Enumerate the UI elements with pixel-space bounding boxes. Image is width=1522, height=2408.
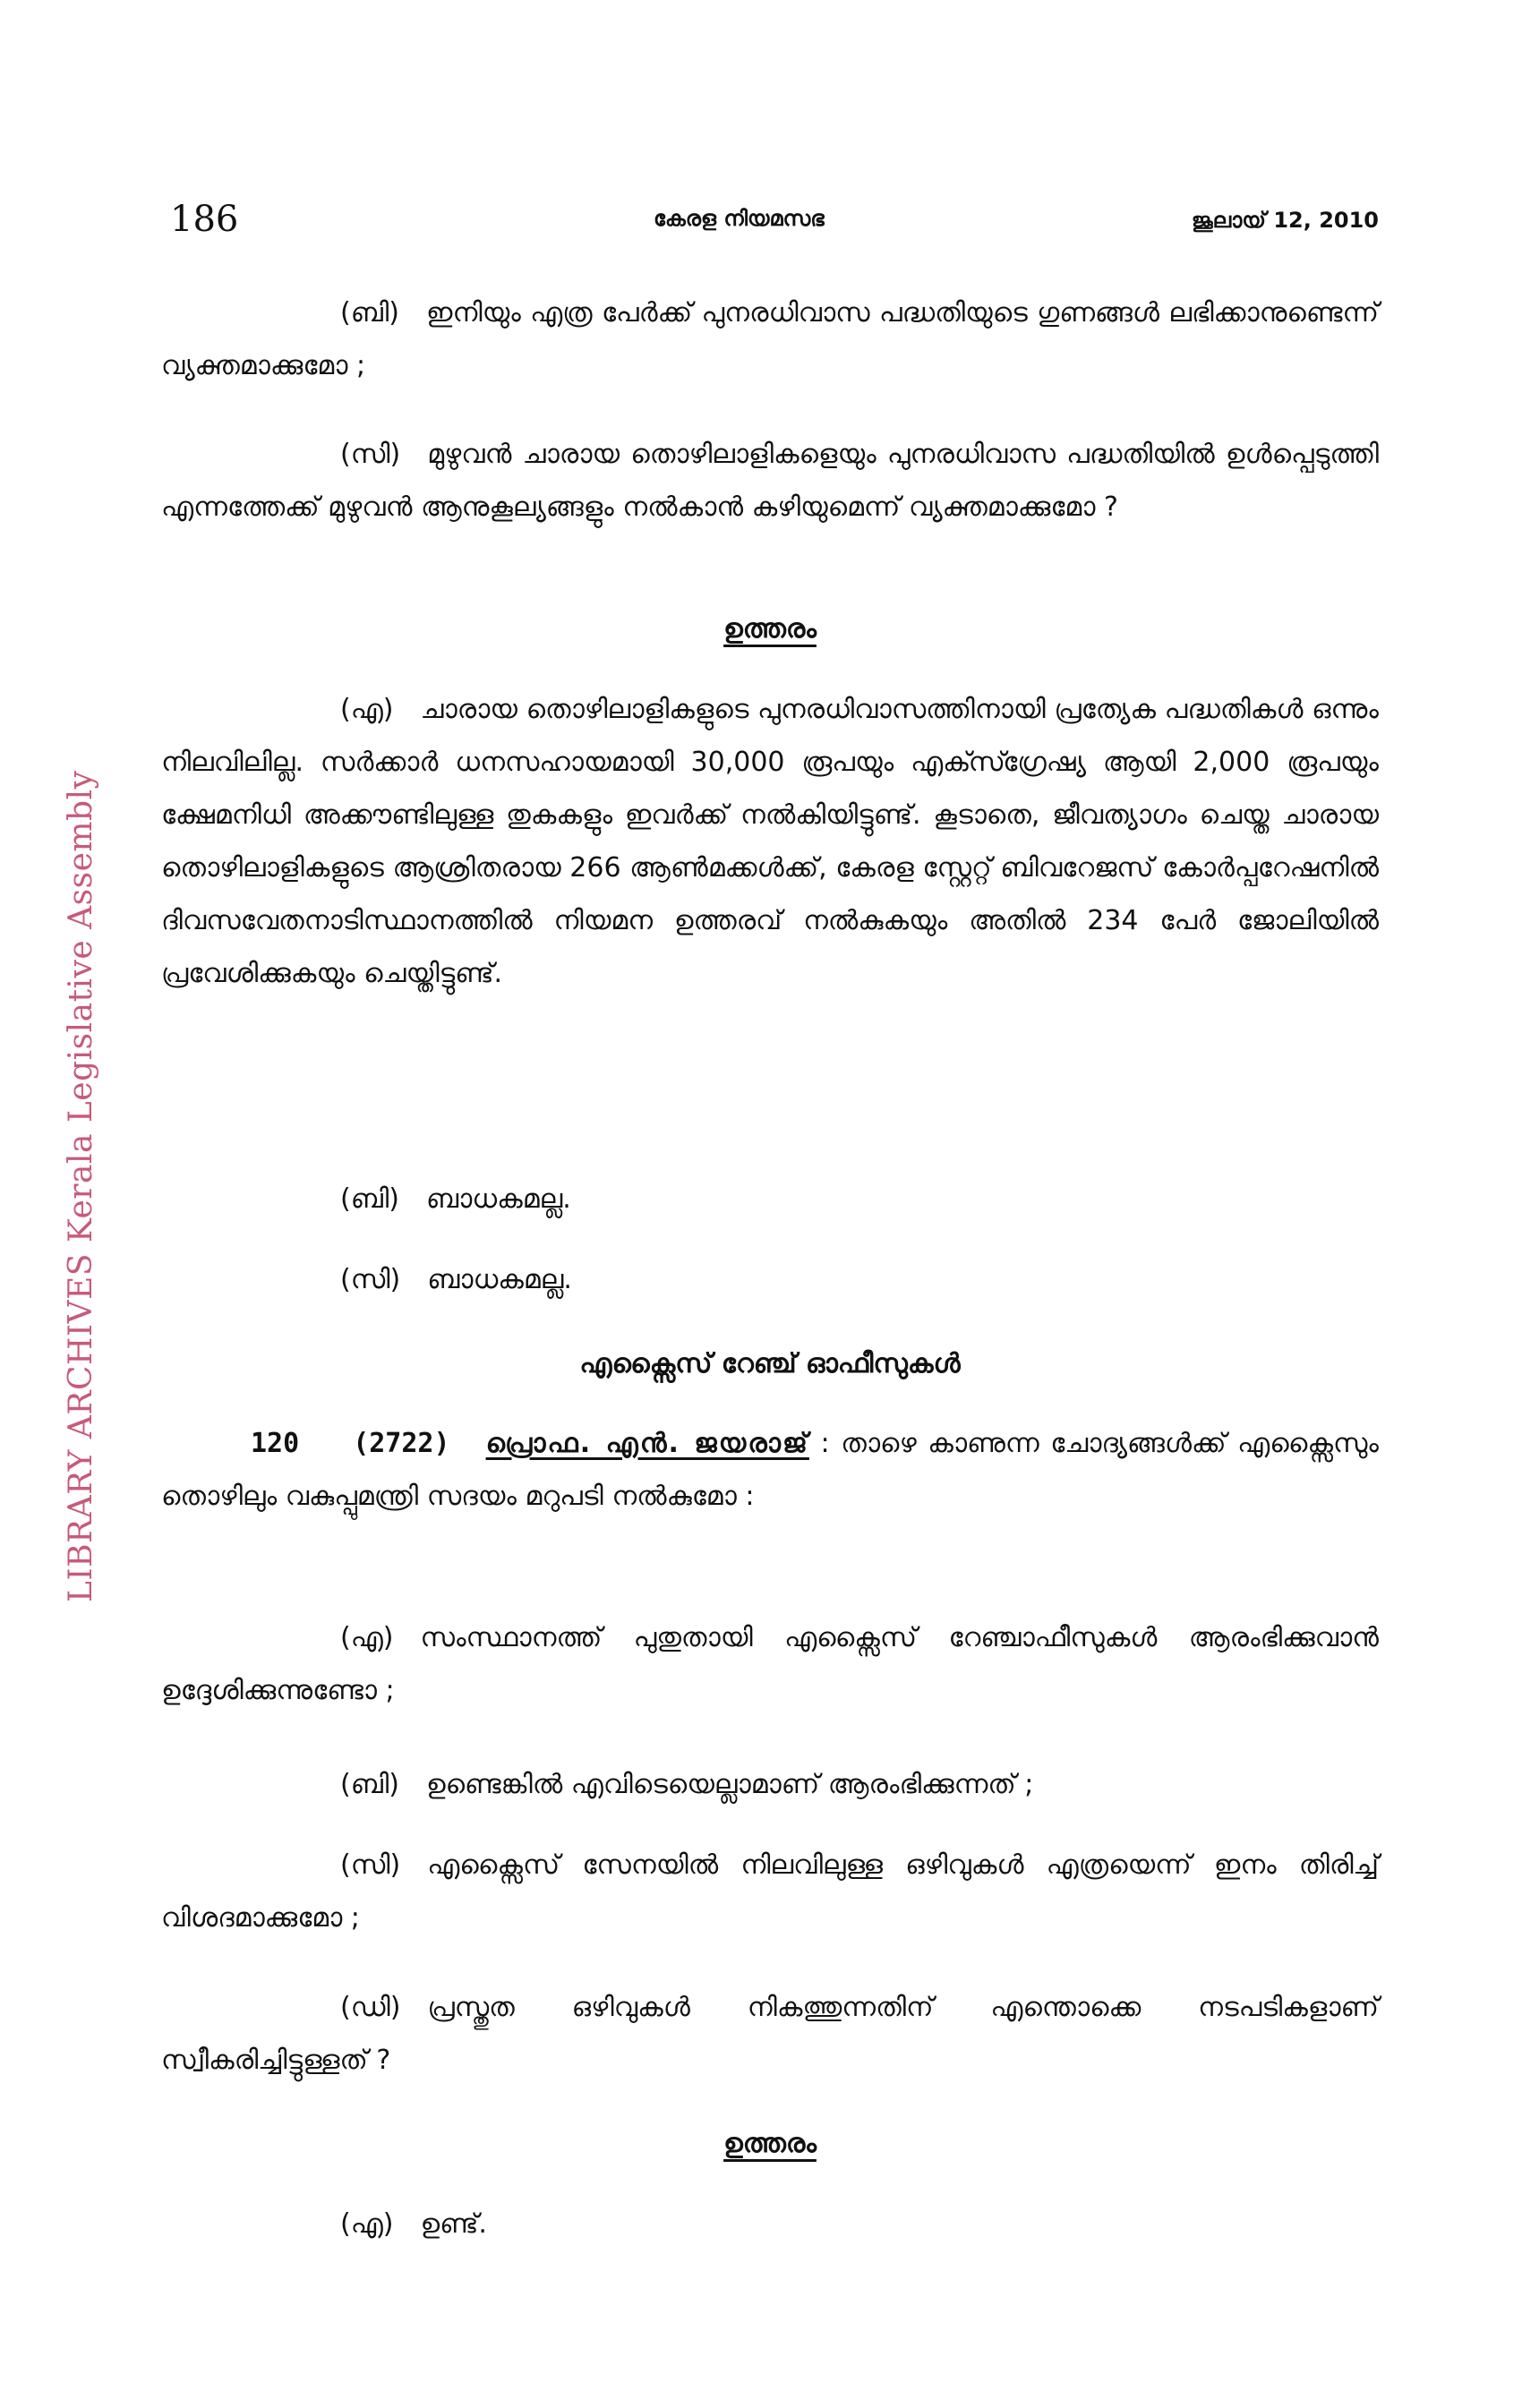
item-text: ഇനിയും എത്ര പേർക്ക് പുനരധിവാസ പദ്ധതിയുടെ ഗുണങ്ങൾ ലഭിക്കാനുണ്ടെന്ന് വ്യക്തമാക്കുമോ ; [161, 297, 1379, 381]
item-label: (ഡി) [340, 1992, 401, 2023]
question-intro: : താഴെ കാണുന്ന ചോദ്യങ്ങൾക്ക് എക്സൈസും തൊഴിലും വകുപ്പുമന്ത്രി സദയം മറുപടി നൽകുമോ : [161, 1428, 1380, 1512]
answer-heading-2: ഉത്തരം [723, 2128, 817, 2159]
question-120-part-c [161, 1839, 1379, 1944]
question-120-part-d [161, 1981, 1379, 2087]
item-text: സംസ്ഥാനത്ത് പുതുതായി എക്സൈസ് റേഞ്ചാഫീസുകൾ ആരംഭിക്കുവാൻ ഉദ്ദേശിക്കുന്നുണ്ടോ ; [161, 1622, 1379, 1706]
section-title: എക്സൈസ് റേഞ്ച് ഓഫീസുകൾ [579, 1348, 961, 1379]
item-label: (സി) [340, 1849, 401, 1881]
member-name: പ്രൊഫ. എൻ. ജയരാജ് [485, 1428, 809, 1459]
page-header [170, 199, 1379, 243]
item-label: (എ) [340, 694, 394, 725]
item-label: (ബി) [340, 1769, 400, 1800]
item-text: ബാധകമല്ല. [426, 1183, 571, 1215]
item-label: (ബി) [340, 1183, 400, 1215]
item-label: (ബി) [340, 297, 400, 329]
item-text: ഉണ്ട്. [420, 2208, 487, 2240]
archive-watermark: LIBRARY ARCHIVES Kerala Legislative Assembly [63, 770, 99, 1602]
item-label: (എ) [340, 1622, 394, 1653]
question-part-b [161, 286, 1379, 392]
question-120 [161, 1417, 1379, 1523]
item-label: (എ) [340, 2208, 394, 2240]
answer-part-a [161, 683, 1379, 1000]
answer-part-b [161, 1173, 1379, 1225]
question-120-part-b [161, 1758, 1379, 1811]
question-code: (2722) [353, 1428, 450, 1459]
header-title: കേരള നിയമസഭ [654, 206, 825, 231]
question-number: 120 [251, 1428, 300, 1459]
item-label: (സി) [340, 1264, 401, 1295]
answer2-part-a [161, 2198, 1379, 2250]
question-part-c [161, 428, 1379, 534]
answer-heading: ഉത്തരം [723, 613, 817, 645]
item-text: മുഴുവൻ ചാരായ തൊഴിലാളികളെയും പുനരധിവാസ പദ്ധതിയിൽ ഉൾപ്പെടുത്തി എന്നത്തേക്ക് മുഴുവൻ ആനുകൂല്യങ്ങളും നൽകാൻ കഴിയുമെന്ന് വ്യക്തമാക്കുമോ ? [161, 439, 1379, 523]
item-label: (സി) [340, 439, 401, 470]
item-text: ഉണ്ടെങ്കിൽ എവിടെയെല്ലാമാണ് ആരംഭിക്കുന്നത് ; [426, 1769, 1034, 1800]
item-text: എക്സൈസ് സേനയിൽ നിലവിലുള്ള ഒഴിവുകൾ എത്രയെന്ന് ഇനം തിരിച്ച് വിശദമാക്കുമോ ; [161, 1849, 1379, 1934]
header-date: ജൂലായ് 12, 2010 [1191, 208, 1379, 233]
item-text: ചാരായ തൊഴിലാളികളുടെ പുനരധിവാസത്തിനായി പ്രത്യേക പദ്ധതികൾ ഒന്നും നിലവിലില്ല. സർക്കാർ ധനസഹായമായി 30,000 രൂപയും എക്സ്ഗ്രേഷ്യ ആയി 2,000 രൂപയും ക്ഷേമനിധി അക്കൗണ്ടിലുള്ള തുകകളും ഇവർക്ക് നൽകിയിട്ടുണ്ട്. കൂടാതെ, ജീവത്യാഗം ചെയ്ത ചാരായ തൊഴിലാളികളുടെ ആശ്രിതരായ 266 ആൺമക്കൾക്ക്, കേരള സ്റ്റേറ്റ് ബിവറേജസ് കോർപ്പറേഷനിൽ ദിവസവേതനാടിസ്ഥാനത്തിൽ നിയമന ഉത്തരവ് നൽകുകയും അതിൽ 234 പേർ ജോലിയിൽ പ്രവേശിക്കുകയും ചെയ്തിട്ടുണ്ട്. [161, 694, 1379, 989]
question-120-part-a [161, 1611, 1379, 1717]
item-text: പ്രസ്തുത ഒഴിവുകൾ നികത്തുന്നതിന് എന്തൊക്കെ നടപടികളാണ് സ്വീകരിച്ചിട്ടുള്ളത് ? [161, 1992, 1379, 2076]
page-number: 186 [170, 199, 239, 240]
answer-part-c [161, 1253, 1379, 1306]
item-text: ബാധകമല്ല. [427, 1264, 572, 1295]
